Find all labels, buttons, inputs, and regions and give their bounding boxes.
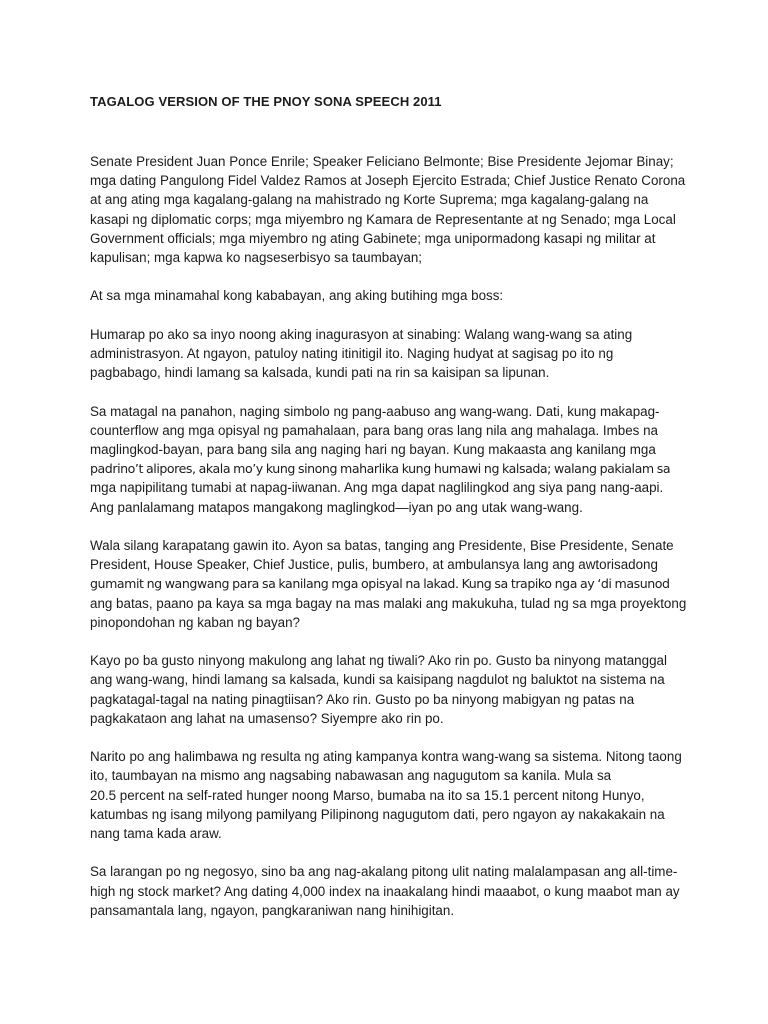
text-line: pagbabago, hindi lamang sa kalsada, kundi pati na rin sa kaisipan sa lipunan. [90,365,550,381]
paragraph-abuse [90,402,690,517]
text-line: Government officials; mga miyembro ng ating Gabinete; mga unipormadong kasapi ng militar at [90,230,656,246]
text-line: kasapi ng diplomatic corps; mga miyembro ng Kamara de Representante at ng Senado; mga Local [90,211,676,227]
text-line: nang tama kada araw. [90,826,222,842]
text-line: padrino’t alipores, akala mo’y kung sinong maharlika kung humawi ng kalsada; walang pakialam sa [90,461,671,477]
paragraph-greeting [90,286,690,305]
text-line: high ng stock market? Ang dating 4,000 index na inaakalang hindi maaabot, o kung maabot man ay [90,883,680,899]
text-line: pagkakataon ang lahat na umasenso? Siyempre ako rin po. [90,710,444,726]
text-line: Kayo po ba gusto ninyong makulong ang lahat ng tiwali? Ako rin po. Gusto ba ninyong matanggal [90,653,667,669]
text-line: pinopondohan ng kaban ng bayan? [90,614,300,630]
text-line: ang batas, paano pa kaya sa mga bagay na mas malaki ang makukuha, tulad ng sa mga proyektong [90,595,687,611]
paragraph-questions [90,651,690,728]
text-line: administrasyon. At ngayon, patuloy nating itinitigil ito. Naging hudyat at sagisag po ito ng [90,346,614,361]
text-line: ang wang-wang, hindi lamang sa kalsada, kundi sa kaisipang nagdulot ng baluktot na sistema na [90,672,665,688]
text-line: maglingkod-bayan, para bang sila ang naging hari ng bayan. Kung makaasta ang kanilang mga [90,442,656,457]
text-line: pagkatagal-tagal na nating pinagtiisan? Ako rin. Gusto po ba ninyong mabigyan ng patas na [90,691,635,707]
text-line: 20.5 percent na self-rated hunger noong Marso, bumaba na ito sa 15.1 percent nitong Hunyo, [90,787,645,803]
text-line: ito, taumbayan na mismo ang nagsabing nabawasan ang nagugutom sa kanila. Mula sa [90,768,612,784]
paragraph-law [90,536,690,632]
text-line: gumamit ng wangwang para sa kanilang mga opisyal na lakad. Kung sa trapiko nga ay ‘di masunod [90,576,670,592]
text-line: Humarap po ako sa inyo noong aking inagurasyon at sinabing: Walang wang-wang sa ating [90,326,633,342]
text-line: katumbas ng isang milyong pamilyang Pilipinong nagugutom dati, pero ngayon ay nakakakain na [90,806,665,822]
text-line: Narito po ang halimbawa ng resulta ng ating kampanya kontra wang-wang sa sistema. Nitong taong [90,749,682,765]
text-line: Sa matagal na panahon, naging simbolo ng pang-aabuso ang wang-wang. Dati, kung makapag- [90,403,660,419]
text-line: kapulisan; mga kapwa ko nagseserbisyo sa taumbayan; [90,250,422,266]
document-page [90,94,690,939]
paragraph-business [90,862,690,920]
paragraph-hunger [90,747,690,843]
text-line: At sa mga minamahal kong kababayan, ang aking butihing mga boss: [90,288,504,304]
paragraph-inauguration [90,325,690,383]
text-line: pansamantala lang, ngayon, pangkaraniwan nang hinihigitan. [90,902,455,918]
text-line: Senate President Juan Ponce Enrile; Speaker Feliciano Belmonte; Bise Presidente Jejomar Binay; [90,154,674,169]
text-line: Wala silang karapatang gawin ito. Ayon sa batas, tanging ang Presidente, Bise Presidente, Senate [90,538,674,553]
paragraph-salutation [90,152,690,267]
text-line: President, House Speaker, Chief Justice, pulis, bumbero, at ambulansya lang ang awtorisadong [90,557,658,573]
text-line: counterflow ang mga opisyal ng pamahalaan, para bang oras lang nila ang mahalaga. Imbes na [90,422,658,438]
text-line: Ang panlalamang matapos mangakong maglingkod—iyan po ang utak wang-wang. [90,499,583,515]
text-line: Sa larangan po ng negosyo, sino ba ang nag-akalang pitong ulit nating malalampasan ang all-time- [90,864,678,880]
text-line: at ang ating mga kagalang-galang na mahistrado ng Korte Suprema; mga kagalang-galang na [90,192,649,208]
document-title: TAGALOG VERSION OF THE PNOY SONA SPEECH 2011 [90,94,442,109]
text-line: mga dating Pangulong Fidel Valdez Ramos at Joseph Ejercito Estrada; Chief Justice Renato Corona [90,173,686,189]
text-line: mga napipilitang tumabi at napag-iiwanan. Ang mga dapat naglilingkod ang siya pang nang-aapi. [90,480,664,496]
